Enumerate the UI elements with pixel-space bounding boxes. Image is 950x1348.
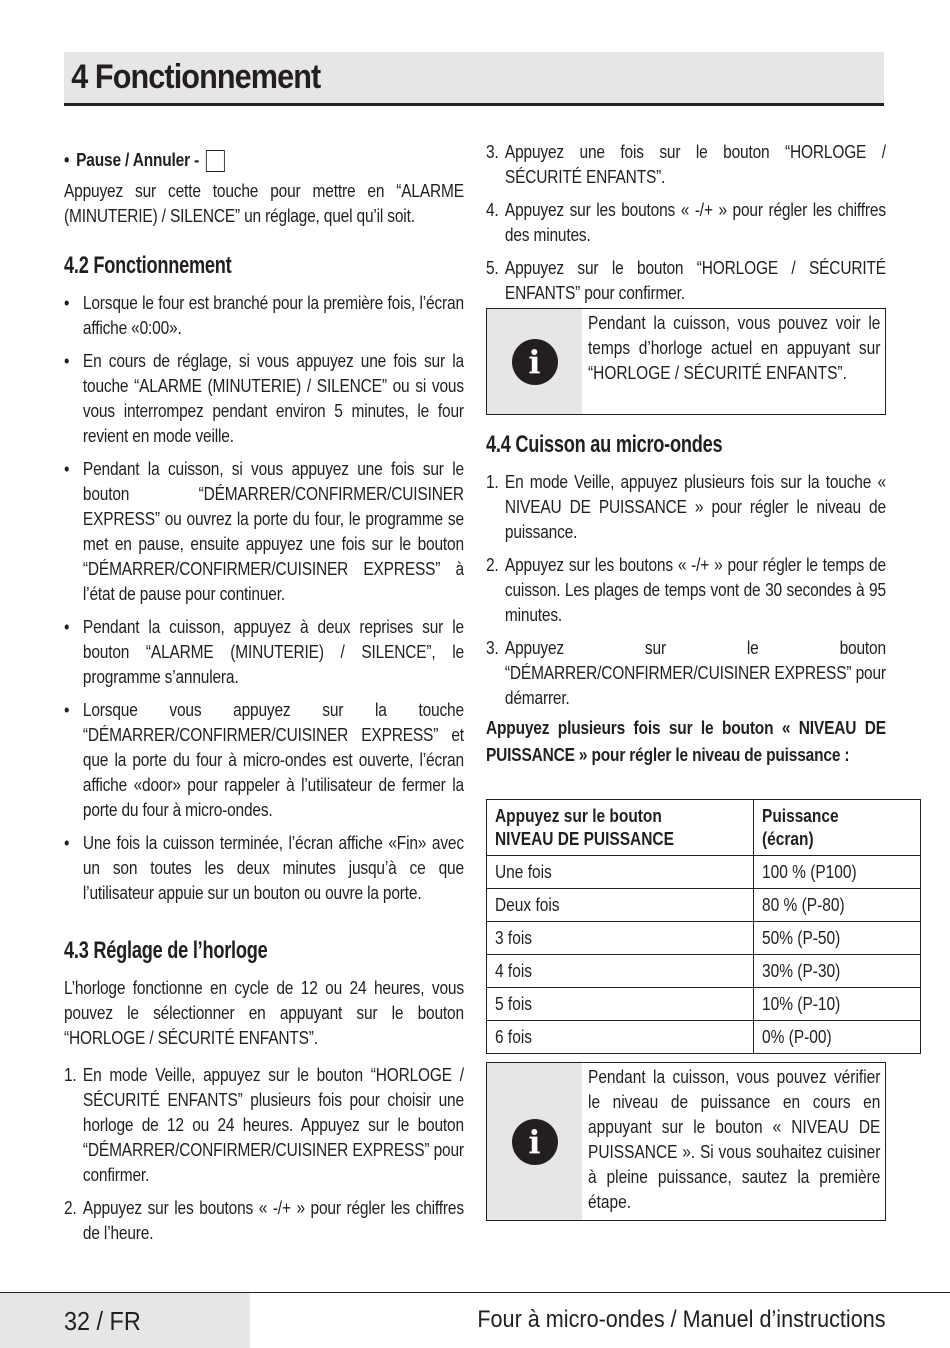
info-note-clock [486,308,886,415]
footer-title: Four à micro-ondes / Manuel d’instructions [477,1306,886,1333]
list-item: • Lorsque le four est branché pour la première fois, l’écran affiche «0:00». [64,291,464,341]
list-item: • Pendant la cuisson, si vous appuyez une fois sur le bouton “DÉMARRER/CONFIRMER/CUISINER EXPRESS” ou ouvrez la porte du four, le programme se met en pause, ensuite appuyez une fois sur le bouton “DÉMARRER/CONFIRMER/CUISINER EXPRESS” à l’état de pause pour continuer. [64,457,464,607]
table-cell: 30% (P-30) [754,955,921,988]
table-row [487,955,921,988]
power-level-table [486,799,921,1054]
list-item [486,553,886,628]
table-header-row [487,800,921,856]
pause-label: Pause / Annuler - [76,150,200,170]
table-row [487,1021,921,1054]
step-text: Appuyez une fois sur le bouton “HORLOGE / SÉCURITÉ ENFANTS”. [504,142,886,187]
list-item: • Une fois la cuisson terminée, l’écran affiche «Fin» avec un son toutes les deux minutes jusqu’à ce que l’utilisateur appuie sur un bouton ou ouvre la porte. [64,831,464,906]
table-cell: 100 % (P100) [754,856,921,889]
list-item [486,256,886,306]
table-cell: Une fois [487,856,754,889]
power-level-instruction: Appuyez plusieurs fois sur le bouton « NIVEAU DE PUISSANCE » pour régler le niveau de puissance : [486,718,886,765]
info-note-power [486,1062,886,1221]
pause-text: Appuyez sur cette touche pour mettre en “ALARME (MINUTERIE) / SILENCE” un réglage, quel qu’il soit. [64,181,464,226]
step-text: Appuyez sur le bouton “HORLOGE / SÉCURITÉ ENFANTS” pour confirmer. [504,258,886,303]
page-footer [0,1292,950,1336]
list-item [64,1063,464,1188]
chapter-title: 4 Fonctionnement [71,58,321,96]
table-row [487,889,921,922]
left-column [64,140,464,1254]
table-row [487,988,921,1021]
table-cell: 80 % (P-80) [754,889,921,922]
page-number-box [0,1293,250,1348]
page-number: 32 / FR [64,1306,141,1336]
step-number: 5. [486,258,499,278]
step-number: 3. [486,142,499,162]
right-column [486,140,886,314]
table-cell: 5 fois [487,988,754,1021]
pause-button-icon [206,150,225,172]
info-note-text: Pendant la cuisson, vous pouvez vérifier le niveau de puissance en cours en appuyant sur le bouton « NIVEAU DE PUISSANCE ». Si vous souhaitez cuisiner à pleine puissance, sautez la première étape. [588,1067,881,1212]
table-row [487,856,921,889]
section-4-4-title: 4.4 Cuisson au micro-ondes [486,431,723,458]
list-item: • En cours de réglage, si vous appuyez une fois sur la touche “ALARME (MINUTERIE) / SILENCE” ou si vous vous interrompez pendant environ 5 minutes, le four revient en mode veille. [64,349,464,449]
step-text: Appuyez sur le bouton “DÉMARRER/CONFIRMER/CUISINER EXPRESS” pour démarrer. [504,638,886,708]
section-4-2-list [64,291,464,906]
table-cell: 50% (P-50) [754,922,921,955]
table-cell: Deux fois [487,889,754,922]
list-item [64,1196,464,1246]
info-note-text: Pendant la cuisson, vous pouvez voir le temps d’horloge actuel en appuyant sur “HORLOGE / SÉCURITÉ ENFANTS”. [588,313,881,383]
step-text: Appuyez sur les boutons « -/+ » pour régler le temps de cuisson. Les plages de temps vont de 30 secondes à 95 minutes. [504,555,886,625]
section-4-3-intro: L’horloge fonctionne en cycle de 12 ou 24 heures, vous pouvez le sélectionner en appuyant sur le bouton “HORLOGE / SÉCURITÉ ENFANTS”. [64,978,464,1048]
table-header: Appuyez sur le bouton NIVEAU DE PUISSANCE [487,800,754,856]
section-4-3-title: 4.3 Réglage de l’horloge [64,937,268,964]
list-item [486,198,886,248]
step-number: 3. [486,638,499,658]
step-text: En mode Veille, appuyez sur le bouton “HORLOGE / SÉCURITÉ ENFANTS” plusieurs fois pour choisir une horloge de 12 ou 24 heures. Appuyez sur le bouton “DÉMARRER/CONFIRMER/CUISINER EXPRESS” pour confirmer. [82,1065,464,1185]
step-number: 1. [64,1065,77,1085]
list-item [486,470,886,545]
table-header: Puissance (écran) [754,800,921,856]
info-icon-box [487,1063,582,1220]
step-number: 4. [486,200,499,220]
section-4-2-title: 4.2 Fonctionnement [64,252,232,279]
list-item: • Lorsque vous appuyez sur la touche “DÉMARRER/CONFIRMER/CUISINER EXPRESS” et que la porte du four à micro-ondes est ouverte, l’écran affiche «door» pour rappeler à l’utilisateur de fermer la porte du four à micro-ondes. [64,698,464,823]
step-number: 2. [64,1198,77,1218]
step-number: 2. [486,555,499,575]
list-item: • Pendant la cuisson, appuyez à deux reprises sur le bouton “ALARME (MINUTERIE) / SILENCE”, le programme s’annulera. [64,615,464,690]
table-cell: 6 fois [487,1021,754,1054]
section-4-3-steps [64,1063,464,1246]
info-icon-box [487,309,582,414]
step-text: Appuyez sur les boutons « -/+ » pour régler les chiffres des minutes. [504,200,886,245]
section-4-4-steps [486,470,886,711]
pause-cancel-heading: • Pause / Annuler - [64,148,464,173]
right-column-lower [486,430,886,781]
step-number: 1. [486,472,499,492]
chapter-header [64,52,884,106]
step-text: Appuyez sur les boutons « -/+ » pour régler les chiffres de l’heure. [82,1198,464,1243]
info-icon: i [512,339,558,385]
list-item [486,140,886,190]
table-cell: 4 fois [487,955,754,988]
list-item [486,636,886,711]
table-row [487,922,921,955]
table-cell: 3 fois [487,922,754,955]
info-icon: i [512,1119,558,1165]
step-text: En mode Veille, appuyez plusieurs fois sur la touche « NIVEAU DE PUISSANCE » pour régler le niveau de puissance. [504,472,886,542]
section-4-3-steps-continued [486,140,886,306]
table-cell: 0% (P-00) [754,1021,921,1054]
table-cell: 10% (P-10) [754,988,921,1021]
